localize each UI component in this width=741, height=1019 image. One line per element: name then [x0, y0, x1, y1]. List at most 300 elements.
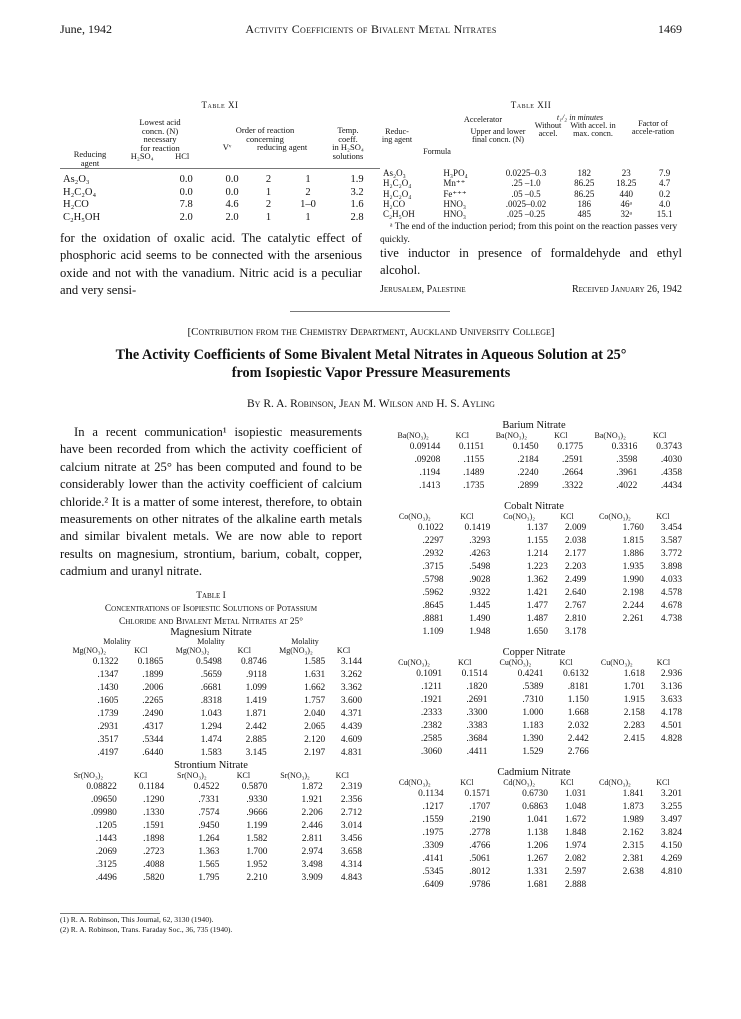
table-cell: 4.843	[340, 873, 362, 883]
table-row	[386, 600, 682, 613]
table-cell: 1.990	[622, 575, 644, 585]
table-cell: .09980	[91, 808, 117, 818]
authors: By R. A. Robinson, Jean M. Wilson and H. S. Ayling	[247, 398, 495, 410]
table-cell: 3.658	[340, 847, 362, 857]
table-cell: 3.136	[660, 682, 682, 692]
table-row	[386, 827, 682, 840]
table-cell: H₂CO	[63, 199, 89, 210]
table-cell: 2.210	[246, 873, 268, 883]
column-header: Mg(NO₃)₂	[279, 646, 313, 655]
column-header: Co(NO₃)₂	[398, 512, 431, 521]
table-cell: .5820	[143, 873, 165, 883]
prev-article-left: for the oxidation of oxalic acid. The catalytic effect of phosphoric acid seems to be connected with the arsenious oxide and not with the vanadium. Nitric acid is a peculiar and very sensi-	[60, 231, 362, 298]
table-cell: 1.043	[200, 709, 222, 719]
table-cell: 1.137	[526, 523, 548, 533]
table-cell: 0.1865	[137, 657, 164, 667]
table-cell: .8012	[469, 867, 491, 877]
column-header: Sr(NO₃)₂	[73, 771, 104, 780]
table-cell: .9322	[469, 588, 491, 598]
table-row	[60, 833, 362, 846]
table-cell: 2.442	[567, 734, 589, 744]
cadmium-nitrate-table	[386, 767, 682, 892]
table-cell: 1.848	[565, 828, 587, 838]
table-row	[60, 212, 380, 225]
table-row	[386, 613, 682, 626]
table-cell: .9786	[469, 880, 491, 890]
table-cell: 1.668	[567, 708, 589, 718]
table-cell: .2723	[143, 847, 165, 857]
table-cell: 1.871	[245, 709, 267, 719]
table-cell: 3.898	[660, 562, 682, 572]
table-cell: 1.150	[567, 695, 589, 705]
table-cell: 1.841	[622, 789, 644, 799]
column-header: Ba(NO₃)₂	[495, 431, 528, 440]
table-cell: .2691	[466, 695, 488, 705]
table-cell: .6681	[200, 683, 222, 693]
table-cell: 1.935	[622, 562, 644, 572]
table-row	[60, 734, 362, 747]
table-cell: 0.4522	[193, 782, 220, 792]
table-cell: 3.587	[660, 536, 682, 546]
table-cell: 1.631	[304, 670, 326, 680]
table-cell: .1489	[463, 468, 485, 478]
table-cell: .1330	[143, 808, 165, 818]
table-cell: 3.362	[340, 683, 362, 693]
table-cell: 2.319	[340, 782, 362, 792]
table-cell: 2.356	[340, 795, 362, 805]
table-xii-header: Reduc-ing agent	[381, 127, 413, 145]
table-cell: 86.25	[574, 178, 595, 189]
column-header: Cd(NO₃)₂	[398, 778, 431, 787]
table-row	[60, 187, 380, 200]
table-cell: .4263	[469, 549, 491, 559]
table-cell: 4.439	[340, 722, 362, 732]
table-cell: 1.662	[304, 683, 326, 693]
table-cell: 1.155	[526, 536, 548, 546]
table-cell: 4.6	[225, 199, 239, 210]
table-xii-title: Table XII	[510, 100, 552, 110]
table-cell: .1735	[463, 481, 485, 491]
table-cell: .5798	[422, 575, 444, 585]
column-header: KCl	[460, 512, 474, 521]
table-cell: 1.223	[526, 562, 548, 572]
table-row	[386, 467, 682, 480]
table-xi-rule	[60, 168, 380, 169]
table-xii-header: Formula	[423, 147, 451, 156]
molality-label: Molality	[197, 637, 225, 646]
prev-article-right: tive inductor in presence of formaldehyde and ethyl alcohol.	[380, 246, 682, 278]
table-cell: .1899	[142, 670, 164, 680]
table-cell: 1.363	[198, 847, 220, 857]
table-cell: .1430	[97, 683, 119, 693]
table-cell: 2.936	[660, 669, 682, 679]
table-cell: 1.872	[301, 782, 323, 792]
place: Jerusalem, Palestine	[380, 284, 466, 295]
table-row	[386, 441, 682, 454]
table-cell: .2240	[517, 468, 539, 478]
table-row	[60, 859, 362, 872]
table-cell: 2	[265, 199, 272, 210]
table-cell: 1.421	[526, 588, 548, 598]
column-header: KCl	[237, 646, 251, 655]
table-cell: .5344	[142, 735, 164, 745]
column-header: Cu(NO₃)₂	[600, 658, 633, 667]
table-cell: 3.255	[660, 802, 682, 812]
table-cell: 1	[305, 211, 311, 223]
table-cell: 3.454	[660, 523, 682, 533]
table-cell: 1.331	[526, 867, 548, 877]
table-cell: 1.795	[198, 873, 220, 883]
table-cell: 2.065	[304, 722, 326, 732]
table-cell: 1.989	[622, 815, 644, 825]
copper-title: Copper Nitrate	[502, 647, 566, 658]
table-row	[386, 866, 682, 879]
barium-title: Barium Nitrate	[502, 420, 566, 431]
table-cell: 1.974	[565, 841, 587, 851]
column-header: Ba(NO₃)₂	[594, 431, 626, 440]
table-cell: 4.738	[660, 614, 682, 624]
barium-nitrate-table	[386, 420, 682, 493]
table-cell: .3598	[616, 455, 638, 465]
table-cell: .09208	[414, 455, 441, 465]
table-row	[60, 669, 362, 682]
table-row	[60, 807, 362, 820]
table-cell: .1290	[143, 795, 165, 805]
table-xii-header: With accel. in max. concn.	[570, 121, 616, 139]
table-cell: .5659	[200, 670, 222, 680]
table-cell: .5345	[422, 867, 444, 877]
table-cell: .1155	[463, 455, 485, 465]
table-cell: 1	[265, 186, 272, 198]
table-row	[380, 168, 682, 178]
table-row	[386, 694, 682, 707]
table-row	[60, 199, 380, 212]
table-cell: 1.267	[526, 854, 548, 864]
contribution-line: [Contribution from the Chemistry Department, Auckland University College]	[187, 326, 555, 338]
table-row	[386, 548, 682, 561]
table-cell: .2382	[420, 721, 442, 731]
table-row	[386, 879, 682, 892]
table-cell: 1.474	[200, 735, 222, 745]
table-cell: 1.700	[246, 847, 268, 857]
table-cell: 0.1184	[138, 782, 165, 792]
table-row	[386, 746, 682, 759]
table-cell: 0.1571	[464, 789, 491, 799]
table-cell: 2.082	[565, 854, 587, 864]
table-cell: 2	[305, 186, 311, 198]
table-cell: .3715	[422, 562, 444, 572]
table-cell: .6440	[142, 748, 164, 758]
table-row	[60, 708, 362, 721]
table-cell: 440	[619, 188, 633, 199]
table-cell: 1.873	[622, 802, 644, 812]
table-cell: .1820	[466, 682, 488, 692]
table-cell: .1211	[421, 682, 442, 692]
table-xi	[60, 100, 380, 224]
table-row	[386, 840, 682, 853]
table-cell: 2.120	[304, 735, 326, 745]
table-cell: .4766	[469, 841, 491, 851]
table-cell: 182	[577, 168, 591, 178]
column-header: KCl	[559, 658, 573, 667]
table-cell: 2.446	[301, 821, 323, 831]
table-row	[386, 801, 682, 814]
column-headers	[60, 646, 362, 656]
table-cell	[589, 746, 645, 759]
table-cell: Fe⁺⁺⁺	[443, 188, 467, 199]
table-cell: .2297	[422, 536, 444, 546]
table-cell: 2.197	[304, 748, 326, 758]
table-cell: HNO₃	[443, 198, 467, 209]
table-cell: 1.886	[622, 549, 644, 559]
table-cell: .2585	[420, 734, 442, 744]
table-cell: 2.415	[623, 734, 645, 744]
table-cell: .2265	[142, 696, 164, 706]
column-header: KCl	[656, 778, 670, 787]
table-cell: .5498	[469, 562, 491, 572]
table-cell: .1194	[419, 468, 441, 478]
column-headers	[386, 658, 682, 668]
column-header: Cd(NO₃)₂	[599, 778, 631, 787]
table-cell: 1.048	[565, 802, 587, 812]
table-xi-head: Reducing agent Lowest acid concn. (N) necessary for reaction H₂SO₄ HCl Order of reaction concerning Vᵛ reducing agent Temp. coeff. in H₂SO₄ solutions	[73, 117, 364, 168]
table-row	[60, 695, 362, 708]
table-cell: 2.244	[622, 601, 644, 611]
table-cell: 1.760	[622, 523, 644, 533]
strontium-nitrate-table	[60, 760, 362, 885]
table-cell: 2.8	[350, 211, 364, 223]
table-cell: 2.811	[301, 834, 323, 844]
table-xii-header: Factor of accele-ration	[631, 119, 675, 137]
table-cell: As₂O₃	[383, 168, 406, 178]
table-cell: 1.921	[301, 795, 323, 805]
table-xii-head: Accelerator t₁/₂ in minutes Reduc-ing agent Formula Upper and lower final concn. (N) Without accel. With accel. in max. concn. Factor of accele-ration	[380, 110, 682, 168]
table-cell: 2.038	[565, 536, 587, 546]
column-headers	[386, 431, 682, 441]
table-cell: 0.0225–0.3	[505, 168, 547, 178]
table-cell: 1	[265, 211, 272, 223]
table-cell: As₂O₃	[63, 174, 90, 185]
table-cell: 2.712	[340, 808, 362, 818]
table-cell: 2	[265, 174, 272, 185]
molality-label: Molality	[291, 637, 319, 646]
table-cell: 2.0	[225, 211, 239, 223]
table-cell: 0.09144	[409, 442, 441, 452]
table-cell: .7331	[198, 795, 220, 805]
table-cell: 4.0	[658, 198, 671, 209]
column-header: Cu(NO₃)₂	[499, 658, 532, 667]
column-headers	[386, 512, 682, 522]
table-cell: C₂H₅OH	[383, 209, 415, 220]
table-cell: 18.25	[616, 178, 637, 189]
column-header: KCl	[336, 646, 351, 655]
table-cell: .2490	[142, 709, 164, 719]
table-cell: .4358	[660, 468, 682, 478]
column-header: Sr(NO₃)₂	[280, 771, 310, 780]
table-row	[380, 189, 682, 199]
table-cell: 3.262	[340, 670, 362, 680]
table-cell: .2931	[97, 722, 119, 732]
table-cell: 1.815	[622, 536, 644, 546]
left-data-tables	[60, 627, 362, 885]
table-cell: .4496	[95, 873, 117, 883]
table-cell: 0.1514	[461, 669, 488, 679]
magnesium-title: Magnesium Nitrate	[170, 627, 252, 638]
table-cell: .3383	[466, 721, 488, 731]
right-data-tables	[386, 420, 682, 892]
table-cell: 2.206	[301, 808, 323, 818]
table-cell: 2.888	[565, 880, 587, 890]
table-cell: 1.650	[526, 627, 548, 637]
magnesium-nitrate-table	[60, 627, 362, 760]
table-xii-note: ᵃ The end of the induction period; from this point on the reaction passes very quickly.	[380, 222, 678, 246]
table-cell: 4.150	[660, 841, 682, 851]
table-cell: 0.3316	[611, 442, 638, 452]
received-date: Received January 26, 1942	[571, 284, 682, 295]
table-cell: 0.0	[225, 186, 239, 198]
table-cell: .1443	[95, 834, 117, 844]
table-cell: 1.294	[200, 722, 222, 732]
table-cell: 4.033	[660, 575, 682, 585]
table-cell: 3.824	[660, 828, 682, 838]
table-cell: 0.3743	[656, 442, 682, 452]
table-row	[60, 781, 362, 794]
table-cell: 3.498	[301, 860, 323, 870]
table-cell: 2.499	[565, 575, 587, 585]
table-cell: 3.600	[340, 696, 362, 706]
column-headers	[386, 778, 682, 788]
table-cell: .1205	[95, 821, 117, 831]
table-cell: Mn⁺⁺	[443, 178, 466, 189]
table-row	[386, 626, 682, 639]
table-xi-body	[60, 174, 380, 224]
article-divider	[290, 311, 450, 312]
table-cell: .5962	[422, 588, 444, 598]
table-cell: 2.766	[567, 747, 589, 757]
table-row	[60, 794, 362, 807]
column-header: Mg(NO₃)₂	[175, 646, 210, 655]
table-cell: 1.583	[200, 748, 222, 758]
strontium-title: Strontium Nitrate	[174, 760, 248, 771]
table-cell: 1.109	[422, 627, 444, 637]
table-cell: .4022	[616, 481, 638, 491]
table-row	[60, 747, 362, 760]
table-cell: 1.041	[526, 815, 548, 825]
table-cell: 2.283	[623, 721, 645, 731]
table-cell: 2.640	[565, 588, 587, 598]
table-cell: 2.009	[565, 523, 587, 533]
table-cell: 2.767	[565, 601, 587, 611]
table-cell: .9028	[469, 575, 491, 585]
table-cell: .1975	[422, 828, 444, 838]
table-cell: .2190	[469, 815, 491, 825]
table-cell: 0.6730	[522, 789, 548, 799]
column-header: Sr(NO₃)₂	[177, 771, 207, 780]
table-cell	[644, 879, 682, 892]
table-cell: 23	[621, 168, 631, 178]
table-cell: 4.609	[340, 735, 362, 745]
table-xi-title: Table XI	[201, 100, 239, 110]
table-cell: 0.1134	[418, 789, 444, 799]
table-cell: .3309	[422, 841, 444, 851]
column-header: Co(NO₃)₂	[599, 512, 631, 521]
table-cell: 1.264	[198, 834, 220, 844]
table-row	[386, 587, 682, 600]
table-cell: .8181	[567, 682, 589, 692]
table-cell: 3.145	[245, 748, 267, 758]
table-cell: 1.582	[246, 834, 268, 844]
table-cell: 2.381	[622, 854, 644, 864]
copper-nitrate-table	[386, 647, 682, 759]
table-cell: C₂H₅OH	[63, 211, 101, 223]
table-cell: 1.565	[198, 860, 220, 870]
table-cell: .25 –1.0	[511, 178, 541, 189]
table-cell: .2069	[95, 847, 117, 857]
table-cell: 0.1450	[512, 442, 539, 452]
table-row	[60, 820, 362, 833]
table-cell	[645, 746, 682, 759]
table-i-caption: Table I Concentrations of Isopiestic Solutions of Potassium Chloride and Bivalent Metal Nitrates at 25°	[104, 591, 318, 627]
table-cell: 2.032	[567, 721, 589, 731]
column-header: KCl	[653, 431, 667, 440]
column-header: KCl	[656, 512, 670, 521]
table-cell: .1898	[143, 834, 165, 844]
column-header: Co(NO₃)₂	[503, 512, 536, 521]
table-cell: 1.214	[526, 549, 548, 559]
table-cell: 4.501	[660, 721, 682, 731]
table-cell: 4.371	[340, 709, 362, 719]
table-cell: .9330	[246, 795, 268, 805]
table-cell: 4.831	[340, 748, 362, 758]
table-cell: .2591	[562, 455, 584, 465]
table-row	[386, 681, 682, 694]
table-cell: 2.203	[565, 562, 587, 572]
table-cell: 1.9	[350, 174, 364, 185]
column-header: KCl	[134, 646, 148, 655]
table-cell: 46ᵃ	[620, 198, 632, 209]
table-cell: .3125	[95, 860, 117, 870]
table-row	[386, 788, 682, 801]
molality-label: Molality	[103, 637, 131, 646]
table-cell: 2.177	[565, 549, 587, 559]
table-cell: 2.0	[179, 211, 193, 223]
table-cell: 0.1022	[417, 523, 444, 533]
table-cell: 4.810	[660, 867, 682, 877]
table-cell: .3517	[97, 735, 119, 745]
table-cell: .3293	[469, 536, 491, 546]
table-row	[386, 733, 682, 746]
table-cell: 2.162	[622, 828, 644, 838]
table-cell: 0.1775	[557, 442, 584, 452]
table-cell: 1.915	[623, 695, 645, 705]
table-cell: .1707	[469, 802, 491, 812]
table-cell: 0.1419	[464, 523, 491, 533]
table-cell: 7.9	[658, 168, 671, 178]
table-cell: 0.0	[179, 174, 193, 185]
footnotes	[60, 915, 362, 935]
table-cell: H₃PO₄	[443, 168, 468, 178]
table-row	[380, 178, 682, 188]
table-cell: .2006	[142, 683, 164, 693]
table-cell: 0.6132	[563, 669, 589, 679]
table-cell: 1.701	[623, 682, 645, 692]
table-cell: 3.2	[350, 186, 364, 198]
table-cell: 32ᵃ	[620, 209, 632, 220]
table-cell: .1591	[143, 821, 165, 831]
table-cell: .1217	[422, 802, 444, 812]
table-cell: 1.206	[526, 841, 548, 851]
footnote-1: (1) R. A. Robinson, This Journal, 62, 3130 (1940).	[60, 915, 214, 924]
